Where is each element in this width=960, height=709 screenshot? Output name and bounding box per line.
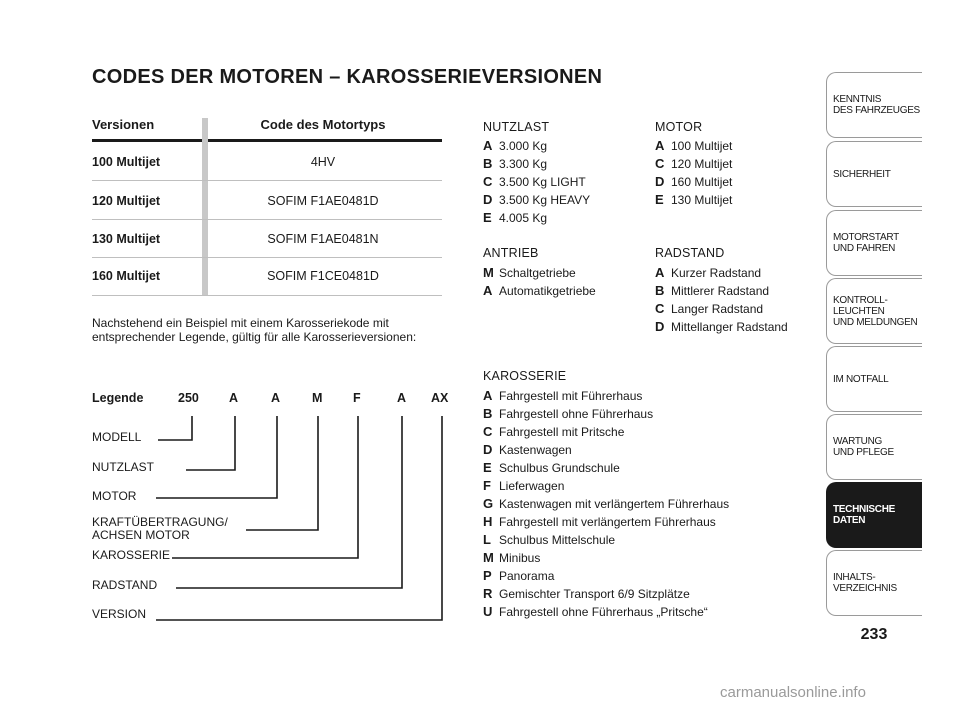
legend-label: KRAFTÜBERTRAGUNG/ [92,515,228,529]
motor-item: A 100 Multijet [655,138,733,153]
legend-code: M [312,391,323,405]
table-row-version: 130 Multijet [92,232,161,246]
karosserie-item: D Kastenwagen [483,442,572,457]
nutzlast-item: D 3.500 Kg HEAVY [483,192,591,207]
radstand-item: D Mittellanger Radstand [655,319,788,334]
table-row-version: 160 Multijet [92,269,161,283]
table-row-code: SOFIM F1AE0481D [267,194,379,208]
legend-connector-lines [0,0,470,640]
nutzlast-title: NUTZLAST [483,120,550,134]
karosserie-item: M Minibus [483,550,541,565]
tab-technische-daten[interactable]: TECHNISCHE DATEN [826,482,922,548]
karosserie-item: C Fahrgestell mit Pritsche [483,424,625,439]
karosserie-item: L Schulbus Mittelschule [483,532,616,547]
table-row-code: 4HV [310,155,336,169]
legend-label: MOTOR [92,489,137,503]
antrieb-title: ANTRIEB [483,246,539,260]
karosserie-item: A Fahrgestell mit Führerhaus [483,388,643,403]
page-number: 233 [860,626,888,643]
tab-inhaltsverzeichnis[interactable]: INHALTS- VERZEICHNIS [826,550,922,616]
legend-code: A [271,391,281,405]
table-row-version: 100 Multijet [92,155,161,169]
karosserie-item: P Panorama [483,568,555,583]
watermark: carmanualsonline.info [720,684,866,701]
legend-label: MODELL [92,430,142,444]
tab-im-notfall[interactable]: IM NOTFALL [826,346,922,412]
karosserie-item: H Fahrgestell mit verlängertem Führerhaus [483,514,716,529]
table-header-versions: Versionen [92,117,155,132]
legend-label: VERSION [92,607,147,621]
motor-item: C 120 Multijet [655,156,733,171]
motor-item: E 130 Multijet [655,192,733,207]
nutzlast-item: B 3.300 Kg [483,156,548,171]
table-row-code: SOFIM F1AE0481N [267,232,379,246]
table-row-version: 120 Multijet [92,194,161,208]
motor-item: D 160 Multijet [655,174,733,189]
nutzlast-item: A 3.000 Kg [483,138,548,153]
karosserie-item: U Fahrgestell ohne Führerhaus „Pritsche“ [483,604,708,619]
tab-kontrollleuchten[interactable]: KONTROLL- LEUCHTEN UND MELDUNGEN [826,278,922,344]
legend-label: KAROSSERIE [92,548,171,562]
nutzlast-item: C 3.500 Kg LIGHT [483,174,586,189]
legend-code: 250 [178,391,199,405]
antrieb-item: A Automatikgetriebe [483,283,596,298]
antrieb-item: M Schaltgetriebe [483,265,576,280]
legend-label: ACHSEN MOTOR [92,528,190,542]
legend-title: Legende [92,391,144,405]
karosserie-title: KAROSSERIE [483,369,567,383]
tab-wartung[interactable]: WARTUNG UND PFLEGE [826,414,922,480]
legend-label: NUTZLAST [92,460,155,474]
tab-motorstart[interactable]: MOTORSTART UND FAHREN [826,210,922,276]
karosserie-item: G Kastenwagen mit verlängertem Führerhaus [483,496,730,511]
karosserie-item: F Lieferwagen [483,478,565,493]
intro-paragraph: Nachstehend ein Beispiel mit einem Karosseriekode mit entsprechender Legende, gültig für alle Karosserieversionen: [92,316,417,344]
motor-title: MOTOR [655,120,703,134]
tab-kenntnis[interactable]: KENNTNIS DES FAHRZEUGES [826,72,922,138]
legend-code: A [397,391,407,405]
karosserie-item: R Gemischter Transport 6/9 Sitzplätze [483,586,690,601]
radstand-item: A Kurzer Radstand [655,265,762,280]
table-row-code: SOFIM F1CE0481D [267,269,379,283]
radstand-title: RADSTAND [655,246,725,260]
page-title: CODES DER MOTOREN – KAROSSERIEVERSIONEN [92,66,603,88]
karosserie-item: B Fahrgestell ohne Führerhaus [483,406,654,421]
legend-code: F [353,391,361,405]
radstand-item: C Langer Radstand [655,301,764,316]
radstand-item: B Mittlerer Radstand [655,283,770,298]
legend-code: AX [431,391,449,405]
tab-sicherheit[interactable]: SICHERHEIT [826,141,922,207]
karosserie-item: E Schulbus Grundschule [483,460,620,475]
legend-label: RADSTAND [92,578,158,592]
table-header-code: Code des Motortyps [260,117,386,132]
nutzlast-item: E 4.005 Kg [483,210,548,225]
legend-code: A [229,391,239,405]
